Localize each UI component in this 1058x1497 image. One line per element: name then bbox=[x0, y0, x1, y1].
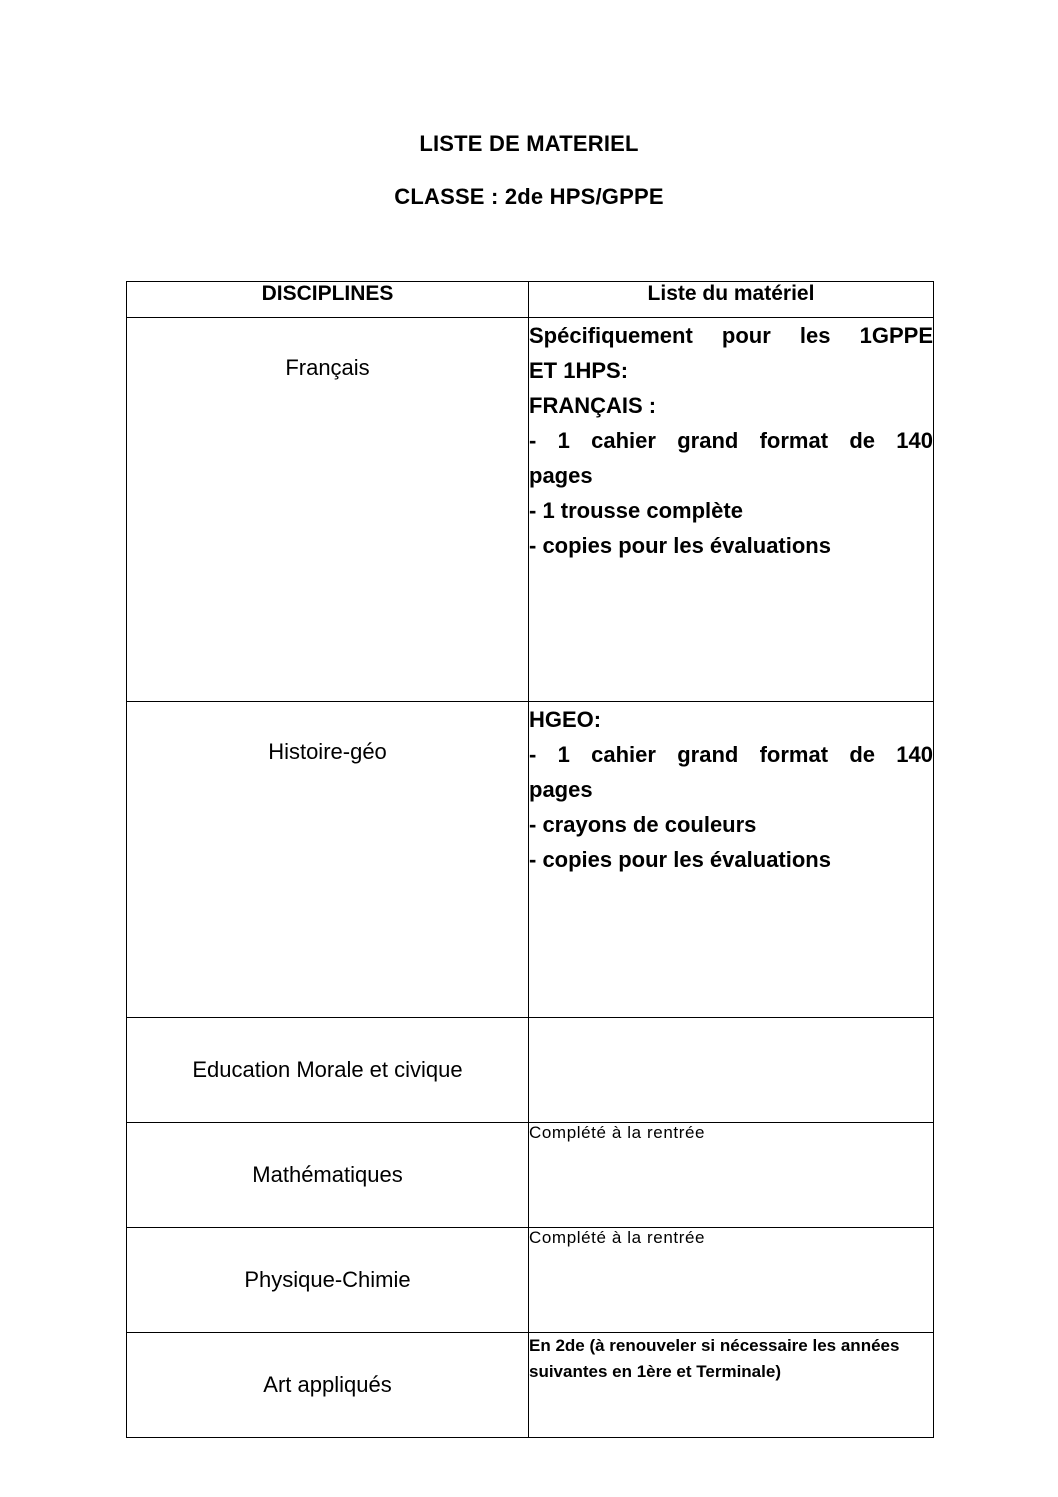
header-disciplines: DISCIPLINES bbox=[127, 282, 529, 318]
materials-table bbox=[126, 281, 934, 1438]
material-line: Spécifiquement pour les 1GPPE bbox=[529, 323, 933, 348]
material-line: pages bbox=[529, 777, 593, 802]
discipline-francais: Français bbox=[127, 318, 529, 702]
table-row bbox=[127, 1228, 934, 1333]
materials-mathematiques: Complété à la rentrée bbox=[529, 1123, 934, 1228]
material-line: - 1 trousse complète bbox=[529, 498, 743, 523]
document-title: LISTE DE MATERIEL bbox=[419, 131, 639, 156]
discipline-art-appliques: Art appliqués bbox=[127, 1333, 529, 1438]
discipline-mathematiques: Mathématiques bbox=[127, 1123, 529, 1228]
material-line: En 2de (à renouveler si nécessaire bbox=[529, 1336, 808, 1355]
class-title: CLASSE : 2de HPS/GPPE bbox=[394, 184, 664, 209]
material-line: les années suivantes en 1ère et bbox=[529, 1336, 900, 1381]
materials-francais bbox=[529, 318, 934, 702]
material-line: - copies pour les évaluations bbox=[529, 847, 831, 872]
material-line: ET 1HPS: bbox=[529, 358, 629, 383]
header-material-list: Liste du matériel bbox=[529, 282, 934, 318]
materials-art-appliques bbox=[529, 1333, 934, 1438]
discipline-emc: Education Morale et civique bbox=[127, 1018, 529, 1123]
table-header-row bbox=[127, 282, 934, 318]
material-line: - copies pour les évaluations bbox=[529, 533, 831, 558]
material-line: pages bbox=[529, 463, 593, 488]
table-row bbox=[127, 1333, 934, 1438]
discipline-physique-chimie: Physique-Chimie bbox=[127, 1228, 529, 1333]
materials-histoire-geo bbox=[529, 702, 934, 1018]
table-row bbox=[127, 318, 934, 702]
material-line: - crayons de couleurs bbox=[529, 812, 757, 837]
material-line: FRANÇAIS : bbox=[529, 393, 657, 418]
table-row bbox=[127, 702, 934, 1018]
material-line: HGEO: bbox=[529, 707, 602, 732]
discipline-histoire-geo: Histoire-géo bbox=[127, 702, 529, 1018]
materials-emc bbox=[529, 1018, 934, 1123]
material-line: Terminale) bbox=[696, 1362, 781, 1381]
material-line: - 1 cahier grand format de 140 bbox=[529, 742, 933, 767]
table-row bbox=[127, 1123, 934, 1228]
material-line: - 1 cahier grand format de 140 bbox=[529, 428, 933, 453]
table-row bbox=[127, 1018, 934, 1123]
materials-physique-chimie: Complété à la rentrée bbox=[529, 1228, 934, 1333]
